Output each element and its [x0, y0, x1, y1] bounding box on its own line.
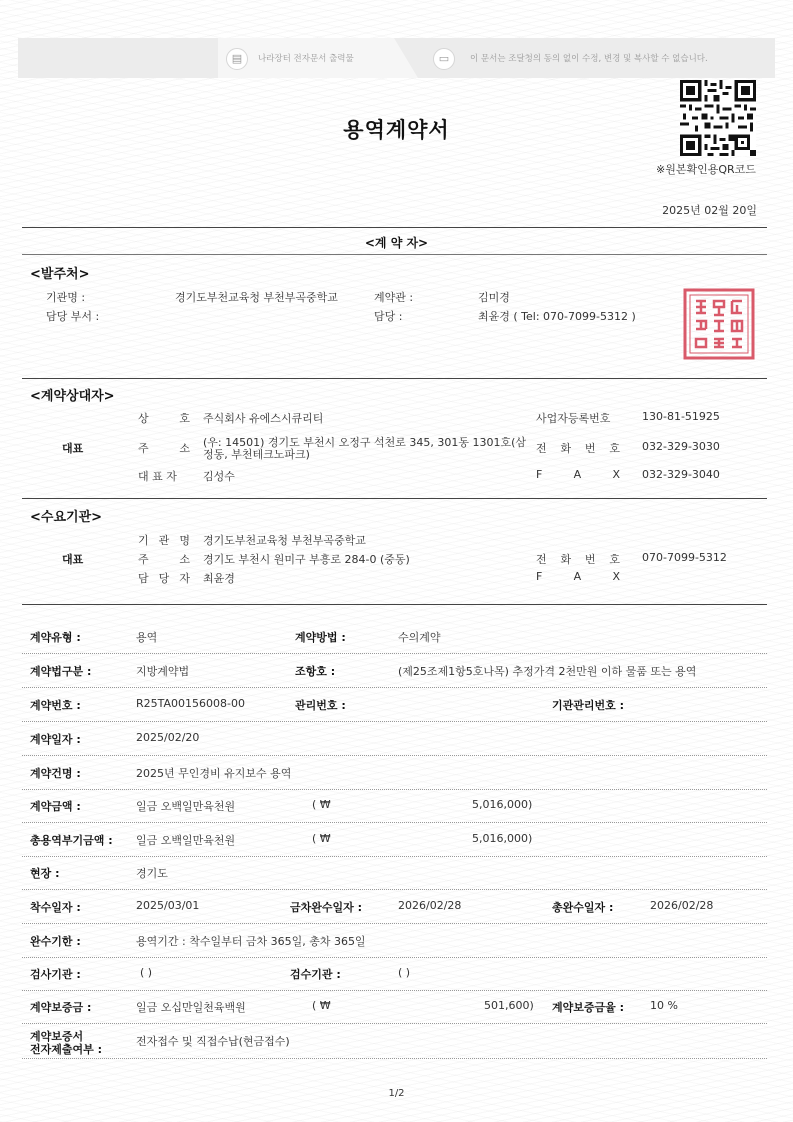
demand-org-value: 경기도부천교육청 부천부곡중학교: [203, 534, 366, 547]
demand-mgr-value: 최윤경: [203, 572, 235, 585]
divider: [22, 498, 767, 499]
row-divider: [22, 687, 767, 688]
demand-mgr-label: 담 당 자: [138, 572, 190, 585]
divider: [22, 227, 767, 228]
phase-end-value: 2026/02/28: [398, 899, 462, 912]
demand-addr-value: 경기도 부천시 원미구 부흥로 284-0 (중동): [203, 553, 410, 566]
contractor-section-title: <계약상대자>: [30, 389, 115, 404]
client-dept-label: 담당 부서 :: [46, 310, 100, 323]
demand-section-title: <수요기관>: [30, 510, 103, 525]
client-org-value: 경기도부천교육청 부천부곡중학교: [175, 291, 338, 304]
inspect-label: 검사기관 :: [30, 968, 81, 981]
contractor-fax-value: 032-329-3040: [642, 468, 720, 481]
contractor-name-value: 주식회사 유에스시큐리티: [203, 412, 324, 425]
contract-no-label: 계약번호 :: [30, 699, 81, 712]
amount-open: ( ₩: [312, 798, 331, 811]
total-amount-label: 총용역부기금액 :: [30, 834, 113, 847]
row-divider: [22, 653, 767, 654]
row-divider: [22, 1058, 767, 1059]
divider: [22, 604, 767, 605]
type-label: 계약유형 :: [30, 631, 81, 644]
contractor-addr-label: 주 소: [138, 442, 190, 455]
divider: [22, 378, 767, 379]
contract-no-value: R25TA00156008-00: [136, 697, 245, 710]
official-seal: [682, 287, 756, 361]
qr-caption: ※원본확인용QR코드: [656, 163, 756, 176]
site-label: 현장 :: [30, 867, 60, 880]
final-end-value: 2026/02/28: [650, 899, 714, 912]
client-section-title: <발주처>: [30, 267, 90, 282]
row-divider: [22, 990, 767, 991]
contract-name-label: 계약건명 :: [30, 767, 81, 780]
submit-label-1: 계약보증서: [30, 1030, 84, 1043]
demand-rep-label: 대표: [62, 553, 84, 566]
start-date-label: 착수일자 :: [30, 901, 81, 914]
contractor-name-label: 상 호: [138, 412, 190, 425]
page-number: 1/2: [388, 1088, 405, 1099]
inspect-value: ( ): [140, 966, 153, 979]
law-label: 계약법구분 :: [30, 665, 92, 678]
accept-label: 검수기관 :: [290, 968, 341, 981]
org-mgmt-no-label: 기관관리번호 :: [552, 699, 624, 712]
client-officer-value: 김미경: [478, 291, 510, 304]
total-amount-open: ( ₩: [312, 832, 331, 845]
contract-date: 2025년 02월 20일: [662, 204, 757, 217]
banner-right-text: 이 문서는 조달청의 동의 없이 수정, 변경 및 복사할 수 없습니다.: [470, 54, 708, 64]
row-divider: [22, 1023, 767, 1024]
document-copy-icon: ▤: [226, 48, 248, 70]
contract-date-label: 계약일자 :: [30, 733, 81, 746]
type-value: 용역: [136, 631, 158, 644]
amount-number: 5,016,000): [472, 798, 533, 811]
contractor-ceo-label: 대 표 자: [138, 470, 177, 483]
bond-rate-label: 계약보증금율 :: [552, 1001, 624, 1014]
row-divider: [22, 856, 767, 857]
banner-left-text: 나라장터 전자문서 출력물: [258, 54, 354, 64]
divider: [22, 254, 767, 255]
deadline-label: 완수기한 :: [30, 935, 81, 948]
document-title: 용역계약서: [343, 118, 450, 142]
contractor-tel-label: 전 화 번 호: [536, 442, 620, 455]
row-divider: [22, 923, 767, 924]
row-divider: [22, 789, 767, 790]
bond-words: 일금 오십만일천육백원: [136, 1001, 246, 1014]
banner: [18, 38, 775, 78]
row-divider: [22, 755, 767, 756]
method-value: 수의계약: [398, 631, 441, 644]
bond-open: ( ₩: [312, 999, 331, 1012]
amount-label: 계약금액 :: [30, 800, 81, 813]
printer-icon: ▭: [433, 48, 455, 70]
qr-code: [680, 80, 756, 156]
final-end-label: 총완수일자 :: [552, 901, 614, 914]
parties-header: <계 약 자>: [364, 236, 429, 250]
client-officer-label: 계약관 :: [374, 291, 414, 304]
site-value: 경기도: [136, 867, 168, 880]
contract-name-value: 2025년 무인경비 유지보수 용역: [136, 767, 292, 780]
demand-fax-label: F A X: [536, 570, 620, 583]
bond-number: 501,600): [484, 999, 534, 1012]
client-org-label: 기관명 :: [46, 291, 86, 304]
contractor-rep-label: 대표: [62, 442, 84, 455]
row-divider: [22, 822, 767, 823]
amount-words: 일금 오백일만육천원: [136, 800, 236, 813]
mgmt-no-label: 관리번호 :: [295, 699, 346, 712]
row-divider: [22, 889, 767, 890]
method-label: 계약방법 :: [295, 631, 346, 644]
contractor-addr-value-2: 정동, 부천테크노파크): [203, 448, 310, 461]
submit-label-2: 전자제출여부 :: [30, 1043, 102, 1056]
contractor-addr-value-1: (우: 14501) 경기도 부천시 오정구 석천로 345, 301동 1301호(삼: [203, 436, 527, 449]
deadline-value: 용역기간 : 착수일부터 금차 365일, 총차 365일: [136, 935, 366, 948]
total-amount-words: 일금 오백일만육천원: [136, 834, 236, 847]
submit-value: 전자접수 및 직접수납(현금접수): [136, 1035, 290, 1048]
demand-tel-label: 전 화 번 호: [536, 553, 620, 566]
contractor-bizno-label: 사업자등록번호: [536, 412, 611, 425]
start-date-value: 2025/03/01: [136, 899, 200, 912]
contractor-tel-value: 032-329-3030: [642, 440, 720, 453]
clause-label: 조항호 :: [295, 665, 336, 678]
bond-rate-value: 10 %: [650, 999, 678, 1012]
contract-date-value: 2025/02/20: [136, 731, 200, 744]
demand-tel-value: 070-7099-5312: [642, 551, 727, 564]
demand-org-label: 기 관 명: [138, 534, 190, 547]
client-manager-label: 담당 :: [374, 310, 403, 323]
contractor-fax-label: F A X: [536, 468, 620, 481]
phase-end-label: 금차완수일자 :: [290, 901, 362, 914]
client-manager-value: 최윤경 ( Tel: 070-7099-5312 ): [478, 310, 636, 323]
clause-value: (제25조제1항5호나목) 추정가격 2천만원 이하 물품 또는 용역: [398, 665, 697, 678]
row-divider: [22, 721, 767, 722]
total-amount-number: 5,016,000): [472, 832, 533, 845]
contractor-ceo-value: 김성수: [203, 470, 235, 483]
law-value: 지방계약법: [136, 665, 190, 678]
contractor-bizno-value: 130-81-51925: [642, 410, 720, 423]
row-divider: [22, 957, 767, 958]
accept-value: ( ): [398, 966, 411, 979]
demand-addr-label: 주 소: [138, 553, 190, 566]
bond-label: 계약보증금 :: [30, 1001, 92, 1014]
